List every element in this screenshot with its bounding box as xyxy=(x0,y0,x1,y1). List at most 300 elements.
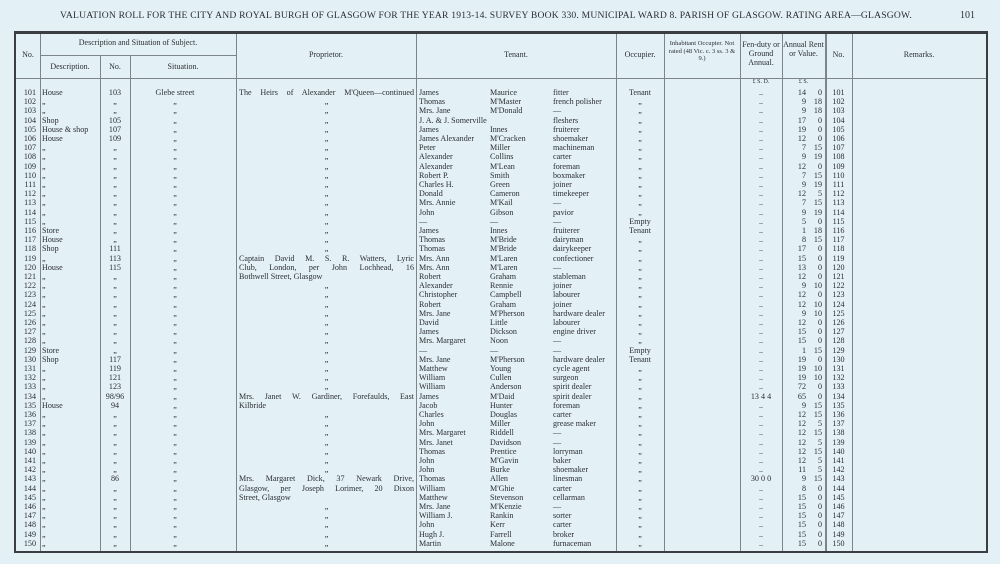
rent-shillings: 0 xyxy=(817,336,822,346)
rent-shillings: 0 xyxy=(817,391,822,401)
entry-number-right: 101 xyxy=(832,88,845,97)
feu-duty: .. xyxy=(758,345,764,355)
occupier: „ xyxy=(638,198,642,208)
feu-duty: .. xyxy=(758,272,764,281)
entry-number-right: 147 xyxy=(832,511,845,521)
entry-number: 135 xyxy=(23,400,36,410)
proprietor: „ xyxy=(324,446,329,456)
description: Store xyxy=(42,345,60,355)
tenant-occupation: linesman xyxy=(553,474,583,484)
situation: „ xyxy=(173,152,177,162)
tenant-surname: Miller xyxy=(490,143,511,153)
occupier: „ xyxy=(638,244,642,254)
tenant-occupation: engine driver xyxy=(553,327,596,337)
rent-pounds: 12 xyxy=(797,318,806,327)
occupier: „ xyxy=(638,170,642,180)
feu-duty: .. xyxy=(758,124,764,134)
tenant-occupation: — xyxy=(553,106,562,116)
entry-number: 103 xyxy=(23,106,36,116)
tenant-occupation: labourer xyxy=(553,318,580,327)
rent-pounds: 5 xyxy=(801,216,806,226)
tenant-occupation: baker xyxy=(553,456,571,465)
rent-pounds: 7 xyxy=(801,198,806,208)
occupier: „ xyxy=(638,520,642,530)
rent-shillings: 0 xyxy=(817,124,822,134)
tenant-occupation: confectioner xyxy=(553,253,594,263)
table-row xyxy=(16,447,986,456)
street-number: „ xyxy=(113,327,117,337)
street-number: 119 xyxy=(109,364,121,373)
tenant-first-name: Martin xyxy=(419,538,442,548)
tenant-occupation: pavior xyxy=(553,207,574,217)
proprietor: „ xyxy=(324,281,329,291)
description: „ xyxy=(42,198,46,208)
description: „ xyxy=(42,520,46,530)
description: „ xyxy=(42,428,46,438)
street-number: „ xyxy=(113,345,117,355)
occupier: „ xyxy=(638,189,642,199)
rent-pounds: 12 xyxy=(797,456,806,465)
occupier: „ xyxy=(638,124,642,134)
entry-number: 134 xyxy=(23,391,36,401)
table-row xyxy=(16,134,986,143)
street-number: „ xyxy=(113,538,117,548)
table-row xyxy=(16,502,986,511)
street-number: „ xyxy=(113,465,117,475)
situation: „ xyxy=(173,474,177,484)
proprietor: „ xyxy=(324,124,329,134)
description: „ xyxy=(42,327,46,337)
feu-units: £ S. D. xyxy=(752,79,770,85)
situation: „ xyxy=(173,456,177,465)
rent-pounds: 14 xyxy=(797,88,806,97)
tenant-surname: M'Laren xyxy=(490,253,518,263)
entry-number: 144 xyxy=(23,483,36,493)
street-number: 94 xyxy=(110,400,120,410)
occupier: „ xyxy=(638,538,642,548)
entry-number-right: 119 xyxy=(832,253,845,263)
tenant-first-name: James xyxy=(419,226,439,235)
tenant-surname: M'Laren xyxy=(490,262,518,272)
rent-shillings: 0 xyxy=(817,290,822,300)
situation: „ xyxy=(173,492,177,502)
rent-shillings: 0 xyxy=(817,520,822,530)
occupier: „ xyxy=(638,382,642,392)
proprietor: Mrs. Margaret Dick, 37 Newark Drive, xyxy=(239,474,414,484)
tenant-first-name: — xyxy=(419,216,428,226)
situation: „ xyxy=(173,318,177,327)
feu-duty: .. xyxy=(758,538,764,548)
table-row xyxy=(16,272,986,281)
rent-shillings: 0 xyxy=(817,253,822,263)
street-number: 109 xyxy=(108,134,122,143)
proprietor: Club, London, per John Lochhead, 16 xyxy=(239,262,414,272)
occupier: „ xyxy=(638,529,642,539)
entry-number-right: 115 xyxy=(832,216,845,226)
tenant-occupation: lorryman xyxy=(553,446,583,456)
situation: „ xyxy=(173,170,177,180)
table-row xyxy=(16,419,986,428)
street-number: 105 xyxy=(108,115,122,125)
tenant-surname: M'Donald xyxy=(490,106,523,116)
entry-number-right: 114 xyxy=(832,207,845,217)
tenant-occupation: spirit dealer xyxy=(553,391,592,401)
feu-duty: .. xyxy=(758,529,764,539)
feu-duty: .. xyxy=(758,152,764,162)
entry-number: 120 xyxy=(23,262,36,272)
situation: „ xyxy=(173,410,177,419)
occupier: „ xyxy=(638,299,642,309)
occupier: „ xyxy=(638,428,642,438)
tenant-first-name: Alexander xyxy=(419,152,453,162)
tenant-occupation: — xyxy=(553,216,562,226)
feu-duty: .. xyxy=(758,299,764,309)
rent-pounds: 7 xyxy=(801,143,806,153)
tenant-first-name: Mrs. Jane xyxy=(419,354,451,364)
table-row xyxy=(16,281,986,290)
entry-number-right: 140 xyxy=(832,446,845,456)
tenant-first-name: William xyxy=(419,382,446,392)
tenant-surname: Maurice xyxy=(490,88,517,97)
tenant-first-name: Thomas xyxy=(419,446,446,456)
entry-number-right: 108 xyxy=(832,152,845,162)
rent-shillings: 0 xyxy=(817,216,822,226)
entry-number: 129 xyxy=(23,345,36,355)
rent-shillings: 5 xyxy=(817,456,822,465)
occupier: „ xyxy=(638,235,642,245)
rent-pounds: 13 xyxy=(797,262,806,272)
tenant-surname: M'Daid xyxy=(490,391,515,401)
description: „ xyxy=(42,391,46,401)
feu-duty: .. xyxy=(758,235,764,245)
description: „ xyxy=(42,152,46,162)
table-row xyxy=(16,125,986,134)
table-row xyxy=(16,493,986,502)
rent-pounds: 9 xyxy=(801,281,806,291)
entry-number: 121 xyxy=(23,272,36,281)
entry-number-right: 121 xyxy=(832,272,845,281)
rent-pounds: 12 xyxy=(797,419,806,429)
entry-number-right: 136 xyxy=(832,410,845,419)
entry-number: 133 xyxy=(23,382,36,392)
street-number: 123 xyxy=(108,382,122,392)
tenant-occupation: joiner xyxy=(553,299,572,309)
rent-pounds: 12 xyxy=(797,410,806,419)
street-number: „ xyxy=(113,106,117,116)
tenant-occupation: surgeon xyxy=(553,373,579,383)
proprietor: „ xyxy=(324,216,329,226)
col-occupier: Occupier. xyxy=(624,50,656,59)
tenant-surname: M'Kail xyxy=(490,198,513,208)
tenant-surname: — xyxy=(490,345,499,355)
entry-number: 116 xyxy=(24,226,36,235)
occupier: „ xyxy=(638,419,642,429)
rent-shillings: 0 xyxy=(817,115,822,125)
proprietor: „ xyxy=(324,373,329,383)
entry-number-right: 131 xyxy=(832,364,845,373)
description: „ xyxy=(42,253,46,263)
entry-number-right: 112 xyxy=(832,189,845,199)
rent-pounds: 9 xyxy=(801,474,806,484)
table-row xyxy=(16,180,986,189)
entry-number: 115 xyxy=(24,216,36,226)
entry-number-right: 141 xyxy=(832,456,845,465)
col-feu: Fen-duty or Ground Annual. xyxy=(742,40,780,67)
occupier: „ xyxy=(638,207,642,217)
feu-duty: .. xyxy=(758,465,764,475)
tenant-first-name: Alexander xyxy=(419,161,453,171)
table-row xyxy=(16,208,986,217)
tenant-surname: M'Gavin xyxy=(490,456,519,465)
tenant-first-name: William xyxy=(419,373,446,383)
entry-number-right: 110 xyxy=(832,170,845,180)
col-no2: No. xyxy=(832,50,845,59)
proprietor: „ xyxy=(324,364,329,373)
proprietor: „ xyxy=(324,170,329,180)
rent-shillings: 15 xyxy=(813,474,822,484)
entry-number: 146 xyxy=(23,502,36,511)
entry-number: 147 xyxy=(23,511,36,521)
proprietor: „ xyxy=(324,345,329,355)
entry-number: 119 xyxy=(24,253,36,263)
table-row xyxy=(16,520,986,529)
tenant-occupation: — xyxy=(553,262,562,272)
entry-number-right: 107 xyxy=(832,143,845,153)
entry-number: 104 xyxy=(23,115,36,125)
proprietor: Street, Glasgow xyxy=(239,492,291,502)
tenant-occupation: carter xyxy=(553,520,572,530)
table-row xyxy=(16,88,986,97)
tenant-surname: Rankin xyxy=(490,511,514,521)
street-number: 107 xyxy=(108,124,122,134)
tenant-first-name: Thomas xyxy=(419,474,446,484)
tenant-first-name: Matthew xyxy=(419,492,448,502)
feu-duty: .. xyxy=(758,290,764,300)
col-tenant: Tenant. xyxy=(504,50,528,59)
occupier: „ xyxy=(638,474,642,484)
feu-duty: .. xyxy=(758,400,764,410)
tenant-occupation: furnaceman xyxy=(553,538,592,548)
description: „ xyxy=(42,492,46,502)
situation: „ xyxy=(173,207,177,217)
tenant-surname: Innes xyxy=(490,226,508,235)
proprietor: „ xyxy=(324,336,329,346)
entry-number: 150 xyxy=(23,538,36,548)
rent-shillings: 0 xyxy=(817,483,822,493)
situation: „ xyxy=(173,446,177,456)
tenant-first-name: William J. xyxy=(419,511,453,521)
street-number: „ xyxy=(113,456,117,465)
entry-number: 142 xyxy=(23,465,36,475)
feu-duty: 13 4 4 xyxy=(750,391,772,401)
proprietor: „ xyxy=(324,189,329,199)
tenant-surname: M'Ghie xyxy=(490,483,515,493)
entry-number-right: 126 xyxy=(832,318,845,327)
occupier: „ xyxy=(638,327,642,337)
tenant-occupation: stableman xyxy=(553,272,586,281)
entry-number-right: 146 xyxy=(832,502,845,511)
valuation-table xyxy=(14,31,988,553)
table-row xyxy=(16,465,986,474)
rent-pounds: 9 xyxy=(801,180,806,189)
street-number: „ xyxy=(113,318,117,327)
table-row xyxy=(16,392,986,401)
col-situation: Situation. xyxy=(167,62,199,71)
tenant-occupation: carter xyxy=(553,483,572,493)
table-row xyxy=(16,373,986,382)
tenant-first-name: Mrs. Margaret xyxy=(419,428,466,438)
table-row xyxy=(16,336,986,345)
occupier: „ xyxy=(638,161,642,171)
feu-duty: .. xyxy=(758,419,764,429)
description: „ xyxy=(42,382,46,392)
tenant-occupation: labourer xyxy=(553,290,580,300)
rent-shillings: 0 xyxy=(817,529,822,539)
entry-number: 110 xyxy=(24,170,36,180)
situation: „ xyxy=(173,529,177,539)
rent-pounds: 19 xyxy=(797,124,806,134)
rent-shillings: 0 xyxy=(817,134,822,143)
tenant-occupation: hardware dealer xyxy=(553,354,605,364)
rent-pounds: 1 xyxy=(801,226,806,235)
proprietor: „ xyxy=(324,520,329,530)
tenant-occupation: — xyxy=(553,345,562,355)
description: „ xyxy=(42,318,46,327)
entry-number-right: 124 xyxy=(832,299,845,309)
table-row xyxy=(16,327,986,336)
tenant-first-name: Jacob xyxy=(419,400,438,410)
page-header-title: VALUATION ROLL FOR THE CITY AND ROYAL BURGH OF GLASGOW FOR THE YEAR 1913-14. SURVEY BOOK 330. MUNICIPAL WARD 8. PARISH OF GLASGOW. RATING AREA—GLASGOW. xyxy=(60,10,912,21)
feu-duty: .. xyxy=(758,428,764,438)
table-row xyxy=(16,116,986,125)
proprietor: „ xyxy=(324,327,329,337)
entry-number: 102 xyxy=(23,97,36,107)
entry-number-right: 118 xyxy=(832,244,845,254)
rent-shillings: 0 xyxy=(817,161,822,171)
rent-shillings: 10 xyxy=(813,373,822,383)
occupier: „ xyxy=(638,391,642,401)
entry-number: 124 xyxy=(23,299,36,309)
entry-number: 123 xyxy=(23,290,36,300)
entry-number: 145 xyxy=(23,492,36,502)
tenant-occupation: fitter xyxy=(553,88,569,97)
tenant-surname: Collins xyxy=(490,152,514,162)
entry-number-right: 122 xyxy=(832,281,845,291)
entry-number-right: 123 xyxy=(832,290,845,300)
tenant-surname: M'Pherson xyxy=(490,308,525,318)
feu-duty: .. xyxy=(758,364,764,373)
tenant-surname: M'Cracken xyxy=(490,134,526,143)
feu-duty: .. xyxy=(758,115,764,125)
tenant-surname: Dickson xyxy=(490,327,517,337)
entry-number: 128 xyxy=(23,336,36,346)
occupier: Empty xyxy=(629,345,651,355)
tenant-surname: Davidson xyxy=(490,437,522,447)
street-number: „ xyxy=(113,170,117,180)
entry-number-right: 135 xyxy=(832,400,845,410)
tenant-first-name: Thomas xyxy=(419,244,446,254)
proprietor: „ xyxy=(324,410,329,419)
street-number: 98/96 xyxy=(105,391,125,401)
situation: „ xyxy=(173,299,177,309)
proprietor: „ xyxy=(324,419,329,429)
situation: „ xyxy=(173,419,177,429)
situation: „ xyxy=(173,538,177,548)
tenant-occupation: fruiterer xyxy=(553,226,580,235)
tenant-surname: Young xyxy=(490,364,512,373)
entry-number-right: 116 xyxy=(832,226,845,235)
table-row xyxy=(16,382,986,391)
tenant-first-name: John xyxy=(419,207,435,217)
occupier: „ xyxy=(638,400,642,410)
occupier: „ xyxy=(638,364,642,373)
table-row xyxy=(16,346,986,355)
occupier: „ xyxy=(638,492,642,502)
tenant-first-name: Alexander xyxy=(419,281,453,291)
description: Store xyxy=(42,226,60,235)
situation: Glebe street xyxy=(155,88,195,97)
situation: „ xyxy=(173,354,177,364)
rent-pounds: 12 xyxy=(797,437,806,447)
description: „ xyxy=(42,170,46,180)
tenant-first-name: Robert P. xyxy=(419,170,449,180)
entry-number-right: 104 xyxy=(832,115,845,125)
street-number: „ xyxy=(113,502,117,511)
street-number: „ xyxy=(113,281,117,291)
rent-pounds: 15 xyxy=(797,327,806,337)
occupier: Tenant xyxy=(629,226,651,235)
entry-number: 109 xyxy=(23,161,36,171)
tenant-surname: Anderson xyxy=(490,382,522,392)
table-row xyxy=(16,152,986,161)
tenant-surname: Graham xyxy=(490,299,517,309)
feu-duty: .. xyxy=(758,207,764,217)
proprietor: „ xyxy=(324,244,329,254)
entry-number-right: 117 xyxy=(832,235,845,245)
proprietor: „ xyxy=(324,134,329,143)
situation: „ xyxy=(173,115,177,125)
street-number: 111 xyxy=(109,244,121,254)
tenant-surname: Rennie xyxy=(490,281,513,291)
proprietor: „ xyxy=(324,180,329,189)
entry-number-right: 125 xyxy=(832,308,845,318)
tenant-first-name: John xyxy=(419,520,435,530)
description: „ xyxy=(42,272,46,281)
description: „ xyxy=(42,336,46,346)
table-row xyxy=(16,254,986,263)
rent-units: £ S. xyxy=(798,79,809,85)
tenant-occupation: — xyxy=(553,198,562,208)
feu-duty: .. xyxy=(758,143,764,153)
table-row xyxy=(16,290,986,299)
feu-duty: .. xyxy=(758,180,764,189)
feu-duty: .. xyxy=(758,520,764,530)
entry-number-right: 128 xyxy=(832,336,845,346)
entry-number-right: 102 xyxy=(832,97,845,107)
entry-number: 130 xyxy=(23,354,36,364)
table-row xyxy=(16,318,986,327)
entry-number-right: 111 xyxy=(832,180,845,189)
rent-shillings: 10 xyxy=(813,281,822,291)
feu-duty: .. xyxy=(758,253,764,263)
table-row xyxy=(16,364,986,373)
tenant-first-name: James xyxy=(419,124,439,134)
tenant-occupation: — xyxy=(553,502,562,511)
entry-number-right: 137 xyxy=(832,419,845,429)
tenant-first-name: James xyxy=(419,327,439,337)
entry-number-right: 143 xyxy=(832,474,845,484)
tenant-occupation: foreman xyxy=(553,161,580,171)
